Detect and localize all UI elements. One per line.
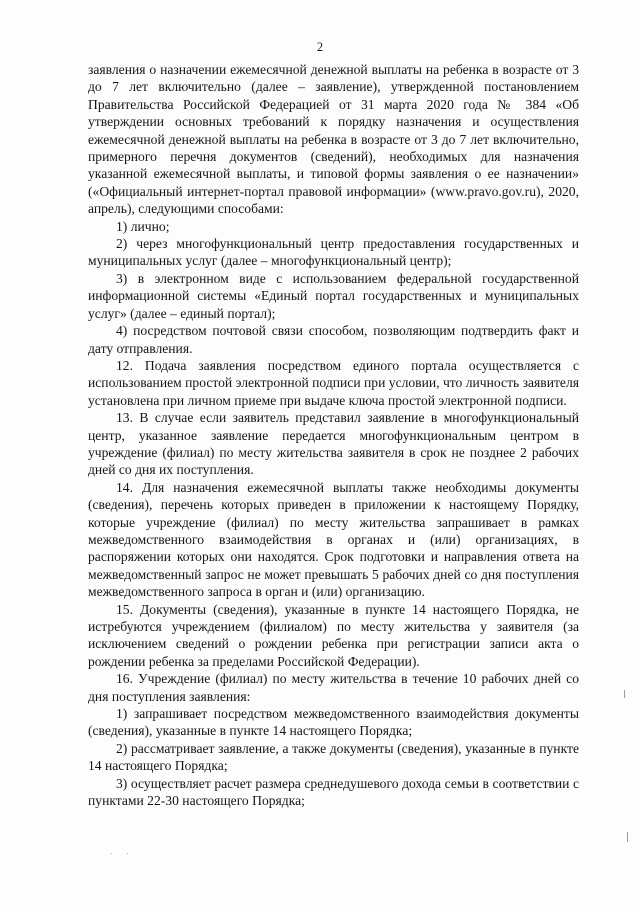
list-item-postal: 4) посредством почтовой связи способом, позволяющим подтвердить факт и дату отправления. [88, 323, 579, 356]
paragraph-12: 12. Подача заявления посредством единого портала осуществляется с использованием простой электронной подписи при условии, что личность заявителя установлена при личном приеме при выдаче ключа простой электронной подписи. [88, 357, 579, 408]
paragraph-15: 15. Документы (сведения), указанные в пункте 14 настоящего Порядка, не истребуются учреждением (филиалом) по месту жительства у заявителя (за исключением сведений о рождении ребенка при регистрации записи акта о рождении ребенка за пределами Российской Федерации). [88, 601, 579, 669]
paragraph-14: 14. Для назначения ежемесячной выплаты также необходимы документы (сведения), перечень которых приведен в приложении к настоящему Порядку, которые учреждение (филиал) по месту жительства запрашивает в рамках межведомственного взаимодействия в органах и (или) организациях, в распоряжении которых они находятся. Срок подготовки и направления ответа на межведомственный запрос не может превышать 5 рабочих дней со дня поступления межведомственного запроса в орган и (или) организацию. [88, 479, 579, 600]
paragraph-16-item-1: 1) запрашивает посредством межведомственного взаимодействия документы (сведения), указанные в пункте 14 настоящего Порядка; [88, 706, 579, 739]
paragraph-intro: заявления о назначении ежемесячной денежной выплаты на ребенка в возрасте от 3 до 7 лет включительно (далее – заявление), утвержденной постановлением Правительства Российской Федерацией от 31 марта 2020 года № 384 «Об утверждении основных требований к порядку назначения и осуществления ежемесячной денежной выплаты на ребенка в возрасте от 3 до 7 лет включительно, примерного перечня документов (сведений), необходимых для назначения указанной ежемесячной выплаты, и типовой формы заявления о ее назначении» («Официальный интернет-портал правовой информации» (www.pravo.gov.ru), 2020, апрель), следующими способами: [88, 62, 579, 217]
page-number: 2 [316, 40, 324, 54]
paragraph-13: 13. В случае если заявитель представил заявление в многофункциональный центр, указанное заявление передается многофункциональным центром в учреждение (филиал) по месту жительства заявителя в срок не позднее 2 рабочих дней со дня их поступления. [88, 410, 579, 478]
scan-artifact-mark [627, 832, 628, 842]
scan-artifact-dots: · · [110, 850, 135, 858]
list-item-in-person: 1) лично; [116, 218, 170, 234]
paragraph-16-item-3: 3) осуществляет расчет размера среднедушевого дохода семьи в соответствии с пунктами 22-30 настоящего Порядка; [88, 775, 579, 809]
list-item-electronic: 3) в электронном виде с использованием федеральной государственной информационной системы «Единый портал государственных и муниципальных услуг» (далее – единый портал); [88, 270, 579, 321]
paragraph-16: 16. Учреждение (филиал) по месту жительства в течение 10 рабочих дней со дня поступления заявления: [88, 671, 579, 704]
list-item-mfc: 2) через многофункциональный центр предоставления государственных и муниципальных услуг (далее – многофункциональный центр); [88, 236, 579, 269]
scan-artifact-mark [624, 690, 625, 698]
document-body [88, 61, 579, 809]
paragraph-16-item-2: 2) рассматривает заявление, а также документы (сведения), указанные в пункте 14 настоящего Порядка; [88, 740, 579, 774]
